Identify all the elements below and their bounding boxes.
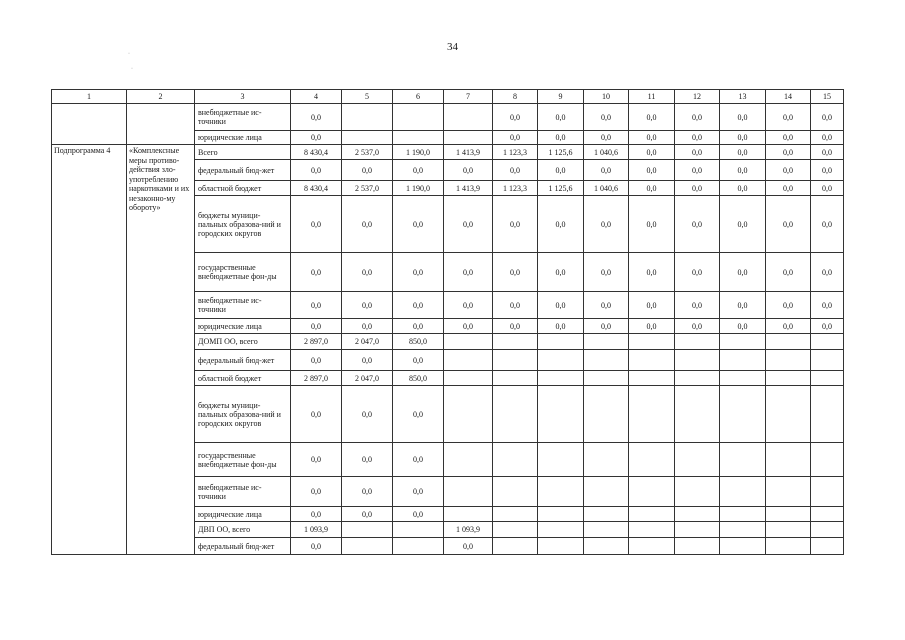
amount-cell: 0,0 — [291, 196, 342, 253]
amount-cell: 0,0 — [538, 319, 584, 334]
amount-cell: 0,0 — [444, 253, 493, 292]
amount-cell — [675, 334, 720, 350]
amount-cell: 0,0 — [291, 131, 342, 145]
amount-cell — [675, 477, 720, 507]
amount-cell: 0,0 — [538, 196, 584, 253]
amount-cell: 0,0 — [493, 319, 538, 334]
funding-source: федеральный бюд-жет — [195, 160, 291, 181]
amount-cell — [766, 350, 811, 371]
amount-cell: 0,0 — [720, 196, 766, 253]
amount-cell: 0,0 — [393, 443, 444, 477]
amount-cell: 0,0 — [493, 292, 538, 319]
amount-cell: 0,0 — [584, 319, 629, 334]
amount-cell: 2 047,0 — [342, 371, 393, 386]
amount-cell — [629, 334, 675, 350]
amount-cell: 0,0 — [629, 145, 675, 160]
amount-cell — [629, 538, 675, 555]
amount-cell: 0,0 — [291, 386, 342, 443]
amount-cell — [720, 350, 766, 371]
amount-cell: 0,0 — [766, 292, 811, 319]
amount-cell: 0,0 — [342, 477, 393, 507]
amount-cell — [444, 443, 493, 477]
amount-cell: 0,0 — [766, 181, 811, 196]
amount-cell: 1 123,3 — [493, 145, 538, 160]
amount-cell — [493, 477, 538, 507]
amount-cell — [493, 371, 538, 386]
amount-cell: 0,0 — [291, 160, 342, 181]
amount-cell: 0,0 — [629, 292, 675, 319]
column-header: 4 — [291, 90, 342, 104]
column-header: 5 — [342, 90, 393, 104]
funding-source: федеральный бюд-жет — [195, 538, 291, 555]
amount-cell: 0,0 — [675, 196, 720, 253]
amount-cell — [393, 104, 444, 131]
amount-cell: 0,0 — [493, 253, 538, 292]
column-header: 11 — [629, 90, 675, 104]
amount-cell: 0,0 — [675, 131, 720, 145]
amount-cell — [811, 386, 844, 443]
amount-cell — [675, 443, 720, 477]
funding-source: ДВП ОО, всего — [195, 522, 291, 538]
amount-cell: 0,0 — [342, 253, 393, 292]
amount-cell: 0,0 — [811, 131, 844, 145]
column-header: 13 — [720, 90, 766, 104]
funding-source: областной бюджет — [195, 371, 291, 386]
amount-cell — [720, 443, 766, 477]
amount-cell — [811, 371, 844, 386]
column-header: 9 — [538, 90, 584, 104]
amount-cell: 0,0 — [584, 253, 629, 292]
amount-cell — [766, 477, 811, 507]
amount-cell — [393, 538, 444, 555]
amount-cell — [766, 507, 811, 522]
amount-cell — [393, 131, 444, 145]
amount-cell — [811, 507, 844, 522]
amount-cell: 0,0 — [811, 181, 844, 196]
amount-cell: 1 093,9 — [291, 522, 342, 538]
amount-cell: 0,0 — [444, 160, 493, 181]
subprogram-title: «Комплексные меры противо-действия зло-употреблению наркотиками и их незаконно-му обороту» — [127, 145, 195, 555]
amount-cell: 0,0 — [720, 253, 766, 292]
amount-cell: 0,0 — [766, 145, 811, 160]
amount-cell — [766, 538, 811, 555]
amount-cell — [538, 371, 584, 386]
table-row — [52, 145, 844, 160]
amount-cell: 1 413,9 — [444, 145, 493, 160]
amount-cell: 0,0 — [393, 196, 444, 253]
amount-cell: 0,0 — [675, 319, 720, 334]
amount-cell: 1 123,3 — [493, 181, 538, 196]
amount-cell: 0,0 — [538, 253, 584, 292]
column-header: 8 — [493, 90, 538, 104]
amount-cell — [538, 522, 584, 538]
amount-cell: 0,0 — [393, 477, 444, 507]
column-header: 2 — [127, 90, 195, 104]
amount-cell: 2 537,0 — [342, 181, 393, 196]
amount-cell: 0,0 — [629, 181, 675, 196]
amount-cell: 0,0 — [811, 160, 844, 181]
amount-cell: 0,0 — [629, 131, 675, 145]
amount-cell — [675, 350, 720, 371]
amount-cell: 0,0 — [538, 160, 584, 181]
amount-cell — [629, 443, 675, 477]
amount-cell — [766, 334, 811, 350]
amount-cell — [811, 522, 844, 538]
amount-cell: 0,0 — [444, 319, 493, 334]
amount-cell: 0,0 — [720, 160, 766, 181]
funding-source: юридические лица — [195, 131, 291, 145]
amount-cell: 2 537,0 — [342, 145, 393, 160]
funding-source: юридические лица — [195, 507, 291, 522]
amount-cell — [538, 386, 584, 443]
amount-cell: 0,0 — [584, 104, 629, 131]
funding-source: областной бюджет — [195, 181, 291, 196]
amount-cell — [493, 386, 538, 443]
column-header: 6 — [393, 90, 444, 104]
amount-cell — [342, 104, 393, 131]
amount-cell — [720, 538, 766, 555]
amount-cell: 0,0 — [291, 253, 342, 292]
amount-cell — [538, 477, 584, 507]
amount-cell: 0,0 — [393, 292, 444, 319]
funding-source: ДОМП ОО, всего — [195, 334, 291, 350]
amount-cell: 0,0 — [342, 443, 393, 477]
header-row — [52, 90, 844, 104]
amount-cell — [629, 371, 675, 386]
amount-cell — [811, 443, 844, 477]
amount-cell: 0,0 — [493, 160, 538, 181]
amount-cell: 0,0 — [291, 443, 342, 477]
amount-cell — [493, 443, 538, 477]
amount-cell — [444, 104, 493, 131]
funding-source: государственные внебюджетные фон-ды — [195, 253, 291, 292]
amount-cell — [766, 371, 811, 386]
amount-cell: 0,0 — [538, 292, 584, 319]
amount-cell: 0,0 — [291, 350, 342, 371]
amount-cell: 0,0 — [444, 196, 493, 253]
amount-cell — [720, 371, 766, 386]
funding-source: внебюджетные ис-точники — [195, 477, 291, 507]
amount-cell: 0,0 — [291, 477, 342, 507]
amount-cell — [629, 522, 675, 538]
amount-cell — [675, 522, 720, 538]
amount-cell — [538, 350, 584, 371]
amount-cell — [538, 538, 584, 555]
amount-cell — [629, 350, 675, 371]
amount-cell — [584, 477, 629, 507]
amount-cell: 0,0 — [629, 196, 675, 253]
amount-cell — [444, 371, 493, 386]
amount-cell — [584, 522, 629, 538]
amount-cell: 0,0 — [675, 160, 720, 181]
amount-cell: 850,0 — [393, 371, 444, 386]
amount-cell: 0,0 — [811, 253, 844, 292]
amount-cell: 0,0 — [584, 131, 629, 145]
amount-cell: 0,0 — [720, 319, 766, 334]
amount-cell: 0,0 — [766, 160, 811, 181]
amount-cell: 0,0 — [291, 292, 342, 319]
amount-cell: 0,0 — [675, 145, 720, 160]
amount-cell — [629, 386, 675, 443]
amount-cell: 2 897,0 — [291, 371, 342, 386]
amount-cell — [538, 507, 584, 522]
column-header: 3 — [195, 90, 291, 104]
amount-cell — [811, 477, 844, 507]
funding-source: федеральный бюд-жет — [195, 350, 291, 371]
funding-source: бюджеты муници-пальных образова-ний и городских округов — [195, 196, 291, 253]
amount-cell: 0,0 — [493, 131, 538, 145]
amount-cell: 0,0 — [291, 507, 342, 522]
amount-cell: 0,0 — [538, 131, 584, 145]
column-header: 15 — [811, 90, 844, 104]
amount-cell — [584, 443, 629, 477]
amount-cell: 0,0 — [629, 253, 675, 292]
amount-cell — [493, 507, 538, 522]
amount-cell — [342, 538, 393, 555]
amount-cell: 2 047,0 — [342, 334, 393, 350]
amount-cell: 0,0 — [720, 181, 766, 196]
amount-cell: 0,0 — [342, 196, 393, 253]
amount-cell — [584, 507, 629, 522]
amount-cell: 0,0 — [675, 253, 720, 292]
amount-cell: 2 897,0 — [291, 334, 342, 350]
funding-source: бюджеты муници-пальных образова-ний и городских округов — [195, 386, 291, 443]
amount-cell: 0,0 — [444, 292, 493, 319]
amount-cell — [493, 350, 538, 371]
amount-cell: 0,0 — [629, 319, 675, 334]
amount-cell — [629, 477, 675, 507]
amount-cell: 0,0 — [393, 386, 444, 443]
amount-cell — [493, 522, 538, 538]
amount-cell — [675, 371, 720, 386]
amount-cell: 0,0 — [675, 181, 720, 196]
amount-cell: 0,0 — [493, 196, 538, 253]
amount-cell — [584, 538, 629, 555]
funding-source: внебюджетные ис-точники — [195, 292, 291, 319]
amount-cell — [811, 334, 844, 350]
amount-cell — [444, 131, 493, 145]
amount-cell: 0,0 — [720, 292, 766, 319]
amount-cell — [720, 522, 766, 538]
amount-cell: 0,0 — [538, 104, 584, 131]
amount-cell: 0,0 — [811, 292, 844, 319]
amount-cell: 0,0 — [342, 350, 393, 371]
amount-cell: 850,0 — [393, 334, 444, 350]
amount-cell — [444, 507, 493, 522]
column-header: 1 — [52, 90, 127, 104]
amount-cell: 0,0 — [393, 253, 444, 292]
amount-cell: 1 413,9 — [444, 181, 493, 196]
amount-cell: 0,0 — [493, 104, 538, 131]
amount-cell: 0,0 — [720, 131, 766, 145]
amount-cell — [538, 443, 584, 477]
amount-cell: 0,0 — [342, 319, 393, 334]
amount-cell — [629, 507, 675, 522]
amount-cell — [766, 522, 811, 538]
amount-cell: 0,0 — [291, 538, 342, 555]
empty-cell — [52, 104, 127, 145]
amount-cell: 0,0 — [720, 145, 766, 160]
amount-cell — [675, 386, 720, 443]
scan-speck: · — [131, 66, 133, 72]
amount-cell: 0,0 — [342, 292, 393, 319]
scan-speck: · — [128, 51, 130, 57]
amount-cell: 0,0 — [811, 319, 844, 334]
amount-cell — [584, 334, 629, 350]
amount-cell: 0,0 — [811, 104, 844, 131]
amount-cell — [720, 507, 766, 522]
amount-cell — [393, 522, 444, 538]
amount-cell: 0,0 — [291, 319, 342, 334]
amount-cell: 0,0 — [811, 196, 844, 253]
column-header: 7 — [444, 90, 493, 104]
amount-cell — [444, 334, 493, 350]
amount-cell: 0,0 — [766, 104, 811, 131]
amount-cell — [720, 386, 766, 443]
amount-cell: 0,0 — [393, 350, 444, 371]
amount-cell: 0,0 — [811, 145, 844, 160]
amount-cell — [720, 477, 766, 507]
amount-cell — [675, 538, 720, 555]
amount-cell: 0,0 — [720, 104, 766, 131]
amount-cell: 0,0 — [393, 507, 444, 522]
amount-cell: 1 093,9 — [444, 522, 493, 538]
amount-cell — [538, 334, 584, 350]
amount-cell — [342, 131, 393, 145]
amount-cell: 1 040,6 — [584, 181, 629, 196]
amount-cell — [811, 538, 844, 555]
amount-cell: 0,0 — [393, 160, 444, 181]
amount-cell: 0,0 — [444, 538, 493, 555]
table-row — [52, 104, 844, 131]
page-number: 34 — [447, 41, 458, 53]
amount-cell: 0,0 — [766, 196, 811, 253]
funding-source: юридические лица — [195, 319, 291, 334]
column-header: 14 — [766, 90, 811, 104]
amount-cell — [720, 334, 766, 350]
amount-cell: 8 430,4 — [291, 145, 342, 160]
amount-cell: 1 125,6 — [538, 181, 584, 196]
amount-cell: 0,0 — [766, 131, 811, 145]
amount-cell: 0,0 — [291, 104, 342, 131]
amount-cell: 1 190,0 — [393, 145, 444, 160]
amount-cell: 1 190,0 — [393, 181, 444, 196]
amount-cell: 0,0 — [629, 104, 675, 131]
amount-cell: 1 040,6 — [584, 145, 629, 160]
amount-cell — [584, 371, 629, 386]
amount-cell: 8 430,4 — [291, 181, 342, 196]
amount-cell — [342, 522, 393, 538]
amount-cell — [444, 350, 493, 371]
amount-cell — [766, 443, 811, 477]
empty-cell — [127, 104, 195, 145]
column-header: 12 — [675, 90, 720, 104]
funding-source: государственные внебюджетные фон-ды — [195, 443, 291, 477]
amount-cell: 0,0 — [766, 319, 811, 334]
amount-cell — [444, 477, 493, 507]
amount-cell: 0,0 — [584, 160, 629, 181]
amount-cell — [584, 350, 629, 371]
budget-table — [51, 89, 844, 555]
amount-cell — [675, 507, 720, 522]
amount-cell — [766, 386, 811, 443]
amount-cell: 0,0 — [766, 253, 811, 292]
amount-cell: 0,0 — [675, 104, 720, 131]
amount-cell — [493, 538, 538, 555]
amount-cell — [584, 386, 629, 443]
amount-cell: 0,0 — [342, 507, 393, 522]
funding-source: Всего — [195, 145, 291, 160]
amount-cell: 1 125,6 — [538, 145, 584, 160]
amount-cell: 0,0 — [393, 319, 444, 334]
column-header: 10 — [584, 90, 629, 104]
amount-cell: 0,0 — [675, 292, 720, 319]
amount-cell: 0,0 — [342, 160, 393, 181]
amount-cell — [444, 386, 493, 443]
amount-cell: 0,0 — [629, 160, 675, 181]
amount-cell: 0,0 — [584, 196, 629, 253]
amount-cell — [811, 350, 844, 371]
amount-cell: 0,0 — [584, 292, 629, 319]
subprogram-number: Подпрограмма 4 — [52, 145, 127, 555]
amount-cell — [493, 334, 538, 350]
amount-cell: 0,0 — [342, 386, 393, 443]
funding-source: внебюджетные ис-точники — [195, 104, 291, 131]
